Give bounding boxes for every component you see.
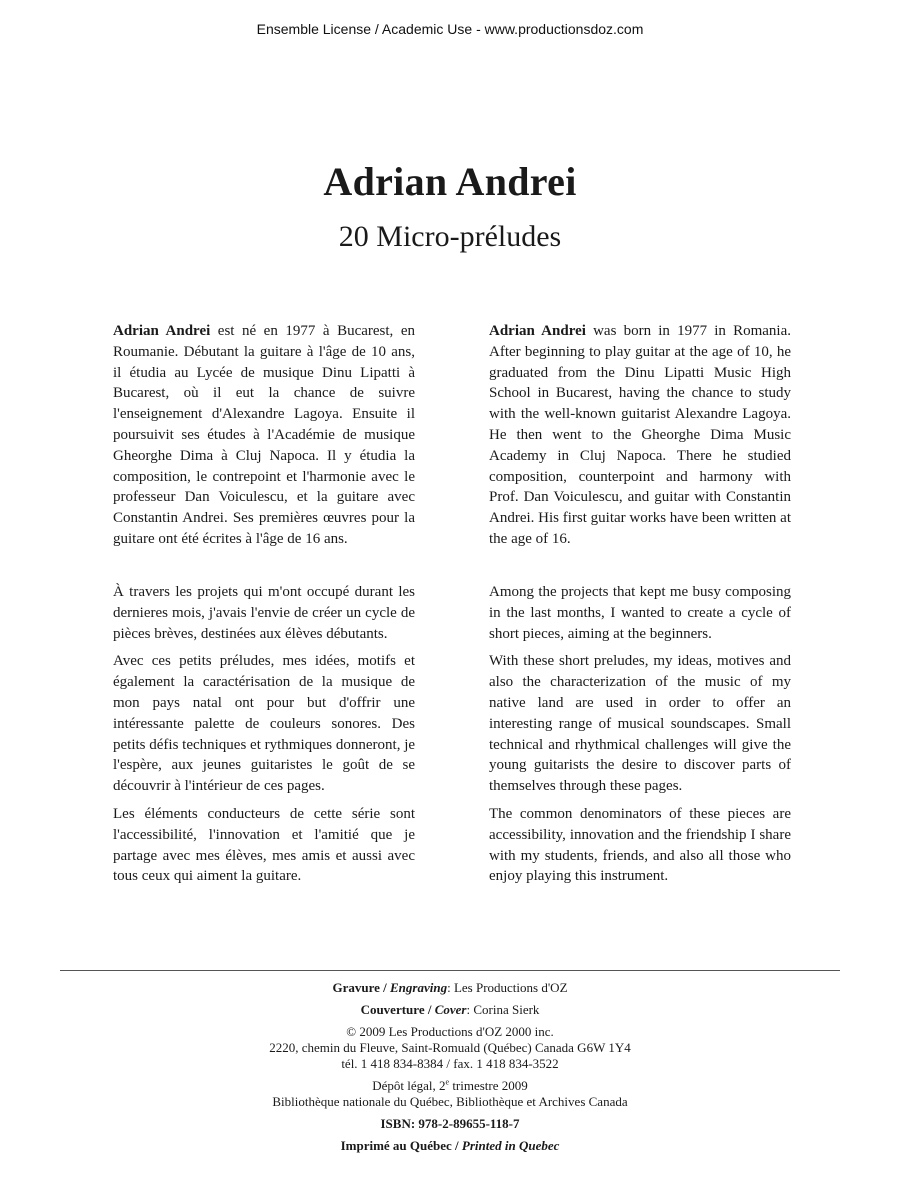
cover-credit — [0, 1002, 900, 1018]
french-bio — [113, 321, 415, 557]
english-bio-text: was born in 1977 in Romania. After beginning to play guitar at the age of 10, he graduated from the Dinu Lipatti Music High School in Bucarest, having the chance to study with the well-known guitarist Alexandre Lagoya. He then went to the Gheorghe Dima Music Academy in Cluj Napoca. There he studied composition, counterpoint and harmony with Prof. Dan Voiculescu, and guitar with Constantin Andrei. His first guitar works have been written at the age of 16. — [489, 323, 791, 547]
address-line: 2220, chemin du Fleuve, Saint-Romuald (Québec) Canada G6W 1Y4 — [269, 1040, 631, 1055]
cover-label-en: Cover — [434, 1002, 467, 1017]
cover-separator: / — [424, 1002, 435, 1017]
cover-label-fr: Couverture — [360, 1002, 425, 1017]
legal-deposit — [0, 1078, 900, 1094]
french-bio-text: est né en 1977 à Bucarest, en Roumanie. Débutant la guitare à l'âge de 10 ans, il étudia au Lycée de musique Dinu Lipatti à Bucarest, où il eut la chance de suivre l'enseignement d'Alexandre Lagoya. Ensuite il poursuivit ses études à l'Académie de musique Gheorghe Dima à Cluj Napoca. Il y étudia la composition, le contrepoint et l'harmonie avec le professeur Dan Voiculescu, et la guitare avec Constantin Andrei. Ses premières œuvres pour la guitare ont été écrites à l'âge de 16 ans. — [113, 323, 415, 547]
depot-prefix: Dépôt légal, 2 — [372, 1078, 446, 1093]
french-notes — [113, 582, 415, 894]
french-paragraph-3: Les éléments conducteurs de cette série sont l'accessibilité, l'innovation et l'amitié que je partage avec mes élèves, mes amis et aussi avec tous ceux qui aiment la guitare. — [113, 805, 415, 885]
page-subtitle: 20 Micro-préludes — [338, 220, 562, 253]
printed-in-line — [0, 1138, 900, 1154]
copyright-line: © 2009 Les Productions d'OZ 2000 inc. — [346, 1024, 554, 1039]
library-line: Bibliothèque nationale du Québec, Bibliothèque et Archives Canada — [272, 1094, 628, 1109]
engraving-value: : Les Productions d'OZ — [447, 980, 568, 995]
printed-en: Printed in Quebec — [461, 1138, 560, 1153]
french-paragraph-1: À travers les projets qui m'ont occupé durant les dernieres mois, j'avais l'envie de créer un cycle de pièces brèves, destinées aux élèves débutants. — [113, 584, 415, 642]
isbn-line: ISBN: 978-2-89655-118-7 — [380, 1116, 520, 1131]
phone-line: tél. 1 418 834-8384 / fax. 1 418 834-3522 — [341, 1056, 559, 1071]
english-notes — [489, 582, 791, 894]
engraving-credit — [0, 980, 900, 996]
credits-block — [0, 980, 900, 1154]
english-paragraph-1: Among the projects that kept me busy composing in the last months, I wanted to create a cycle of short pieces, aiming at the beginners. — [489, 584, 791, 642]
cover-value: : Corina Sierk — [466, 1002, 540, 1017]
french-bio-name: Adrian Andrei — [113, 323, 211, 339]
english-bio-name: Adrian Andrei — [489, 323, 586, 339]
english-bio — [489, 321, 791, 557]
license-notice: Ensemble License / Academic Use - www.productionsdoz.com — [256, 21, 644, 37]
depot-superscript: e — [445, 1077, 450, 1087]
engraving-separator: / — [379, 980, 391, 995]
printed-fr: Imprimé au Québec — [340, 1138, 452, 1153]
page-title: Adrian Andrei — [323, 159, 577, 204]
engraving-label-fr: Gravure — [332, 980, 380, 995]
depot-suffix: trimestre 2009 — [449, 1078, 528, 1093]
english-paragraph-3: The common denominators of these pieces are accessibility, innovation and the friendship I share with my students, friends, and also all those who enjoy playing this instrument. — [489, 805, 791, 885]
engraving-label-en: Engraving — [390, 980, 448, 995]
french-paragraph-2: Avec ces petits préludes, mes idées, motifs et également la caractérisation de la musique de mon pays natal ont pour but d'offrir une intéressante palette de couleurs sonores. Des petits défis techniques et rythmiques donneront, je l'espère, aux jeunes guitaristes le goût de se découvrir à l'intérieur de ces pages. — [113, 653, 416, 795]
divider-rule — [60, 970, 840, 971]
printed-separator: / — [451, 1138, 462, 1153]
english-paragraph-2: With these short preludes, my ideas, motives and also the characterization of the music of my native land are used in order to offer an interesting range of musical soundscapes. Small technical and rhythmical challenges will give the young guitarists the desire to discover parts of themselves through these pages. — [489, 653, 791, 795]
